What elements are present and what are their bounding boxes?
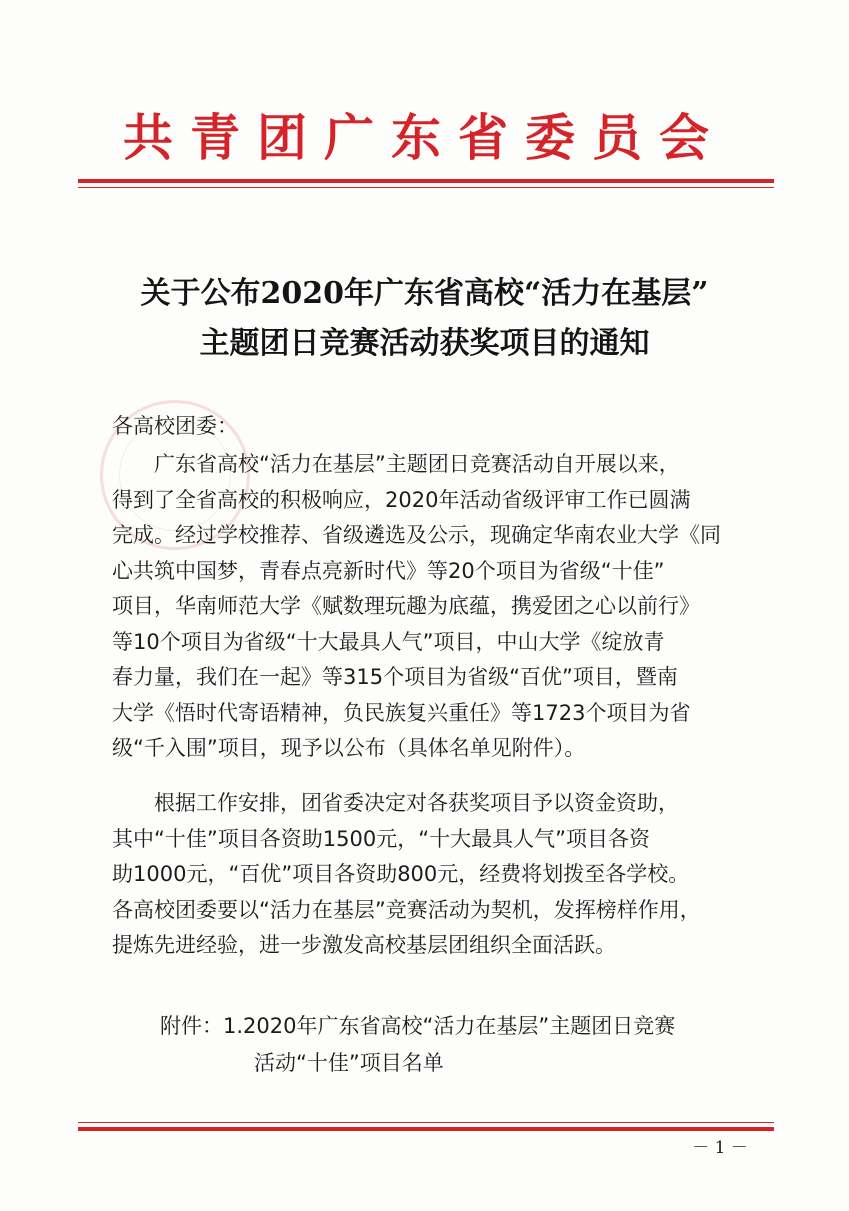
paragraph-1-line: 心共筑中国梦，青春点亮新时代》等20个项目为省级“十佳” <box>112 558 665 583</box>
paragraph-2-line: 助1000元，“百优”项目各资助800元，经费将划拨至各学校。 <box>112 862 690 886</box>
paragraph-2-line: 根据工作安排，团省委决定对各获奖项目予以资金资助， <box>154 791 679 815</box>
letterhead-red-rule-thin <box>78 187 774 188</box>
attachment-line-2: 活动“十佳”项目名单 <box>254 1051 444 1075</box>
paragraph-1-line: 春力量，我们在一起》等315个项目为省级“百优”项目，暨南 <box>112 665 678 689</box>
attachment-line-1: 附件：1.2020年广东省高校“活力在基层”主题团日竞赛 <box>160 1014 676 1038</box>
paragraph-2-line: 各高校团委要以“活力在基层”竞赛活动为契机，发挥榜样作用， <box>112 897 701 922</box>
salutation: 各高校团委： <box>112 414 238 438</box>
body-paragraph-1 <box>112 447 752 767</box>
paragraph-1-line: 完成。经过学校推荐、省级遴选及公示，现确定华南农业大学《同 <box>112 523 721 547</box>
paragraph-2-line: 提炼先进经验，进一步激发高校基层团组织全面活跃。 <box>112 933 616 957</box>
paragraph-1-line: 等10个项目为省级“十大最具人气”项目，中山大学《绽放青 <box>112 629 665 654</box>
document-title-line-2: 主题团日竞赛活动获奖项目的通知 <box>199 326 650 361</box>
paragraph-2-line: 其中“十佳”项目各资助1500元，“十大最具人气”项目各资 <box>112 826 650 851</box>
body-paragraph-2 <box>112 786 752 964</box>
paragraph-1-line: 得到了全省高校的积极响应，2020年活动省级评审工作已圆满 <box>112 487 691 512</box>
letterhead-organization: 共青团广东省委员会 <box>123 108 726 167</box>
paragraph-1-line: 级“千入围”项目，现予以公布（具体名单见附件）。 <box>112 736 586 760</box>
footer-red-rule-thin <box>78 1122 774 1123</box>
page-number: － 1 － <box>692 1138 748 1158</box>
paragraph-1-line: 大学《悟时代寄语精神，负民族复兴重任》等1723个项目为省 <box>112 700 691 725</box>
letterhead-red-rule-thick <box>78 179 774 183</box>
document-title-line-1: 关于公布2020年广东省高校“活力在基层” <box>140 276 709 311</box>
paragraph-1-line: 项目，华南师范大学《赋数理玩趣为底蕴，携爱团之心以前行》 <box>112 594 700 618</box>
paragraph-1-line: 广东省高校“活力在基层”主题团日竞赛活动自开展以来， <box>154 452 680 476</box>
footer-red-rule-thick <box>78 1127 774 1131</box>
